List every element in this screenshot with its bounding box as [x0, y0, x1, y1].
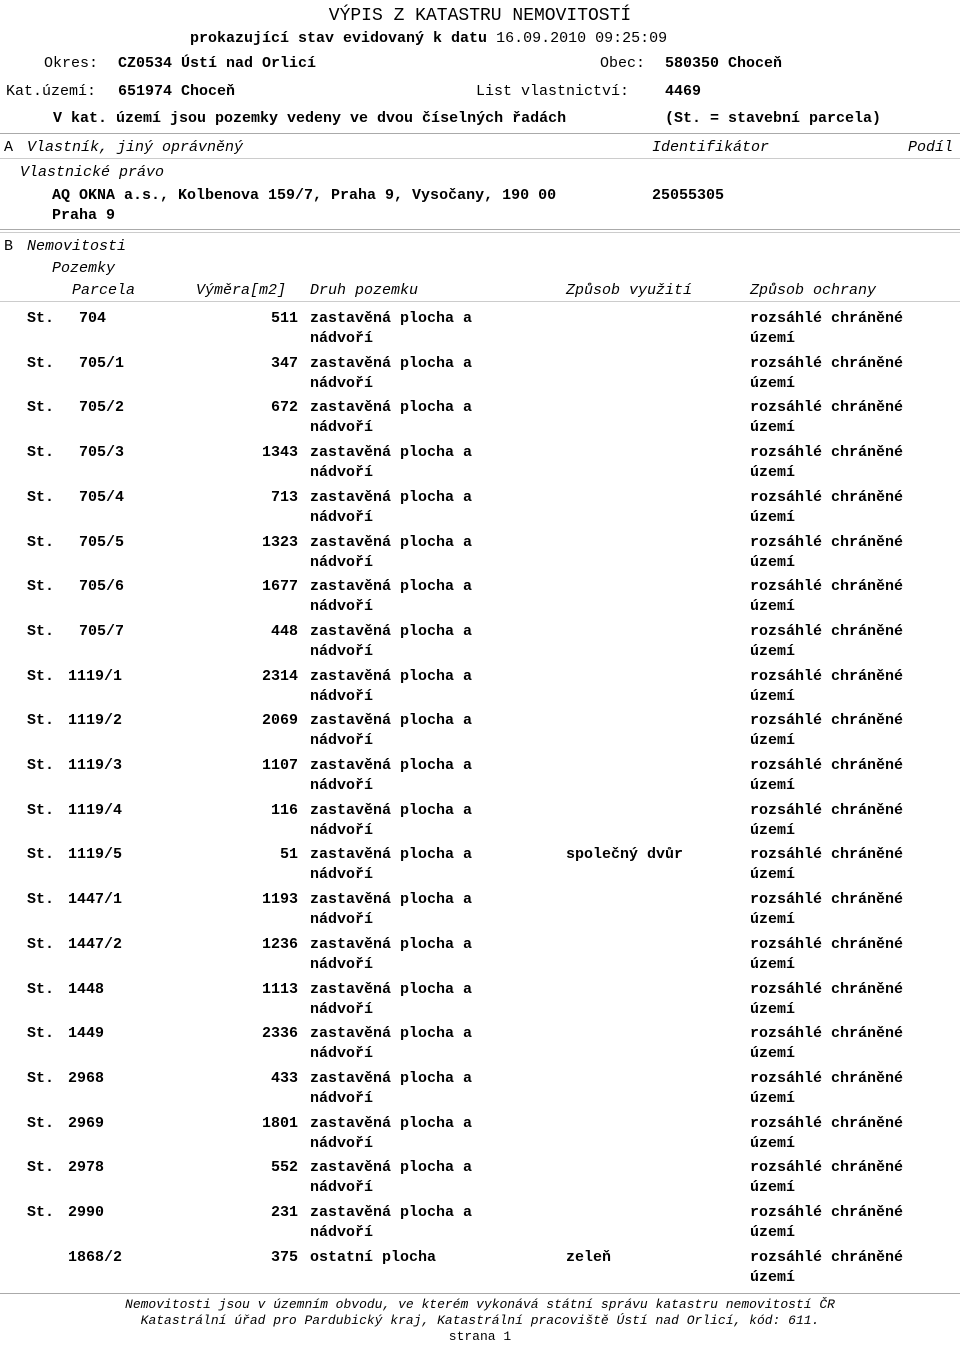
right-type: Vlastnické právo: [20, 164, 165, 181]
cell-vymera: 1343: [261, 444, 298, 462]
cell-druh2: nádvoří: [310, 1179, 374, 1197]
cell-prefix: St.: [27, 757, 55, 774]
lv-label: List vlastnictví:: [476, 83, 630, 100]
table-row: [0, 1070, 960, 1114]
section-b-label: B: [4, 238, 14, 255]
subtitle-date: 16.09.2010 09:25:09: [496, 30, 668, 47]
cell-ochrana2: území: [750, 330, 796, 347]
cell-vyuziti: zeleň: [566, 1248, 612, 1266]
cell-vymera: 1113: [261, 980, 298, 998]
footer-line1: Nemovitosti jsou v územním obvodu, ve kterém vykonává státní správu katastru nemovitostí ČR: [125, 1297, 835, 1312]
cell-parcela: 2990: [68, 1204, 105, 1221]
cell-ochrana1: rozsáhlé chráněné: [750, 488, 904, 506]
cell-prefix: St.: [27, 310, 55, 327]
cell-druh2: nádvoří: [310, 419, 374, 437]
cell-vymera: 552: [270, 1159, 298, 1177]
cell-ochrana2: území: [750, 464, 796, 482]
cell-ochrana1: rozsáhlé chráněné: [750, 354, 904, 372]
cell-ochrana1: rozsáhlé chráněné: [750, 712, 904, 730]
cell-druh1: zastavěná plocha a: [310, 622, 473, 640]
cell-vymera: 375: [270, 1248, 298, 1266]
cell-ochrana1: rozsáhlé chráněné: [750, 846, 904, 864]
divider: [0, 133, 960, 134]
cell-parcela: 1119/1: [68, 667, 123, 685]
cell-druh1: zastavěná plocha a: [310, 891, 473, 909]
cell-druh2: nádvoří: [310, 374, 374, 392]
cell-ochrana2: území: [750, 866, 796, 884]
cell-prefix: St.: [27, 1025, 55, 1043]
owner-id: 25055305: [652, 187, 725, 204]
cell-ochrana2: území: [750, 553, 796, 571]
series-note: V kat. území jsou pozemky vedeny ve dvou číselných řadách: [53, 110, 567, 127]
cell-vymera: 1236: [261, 935, 298, 953]
divider: [0, 1293, 960, 1294]
cell-vymera: 1323: [261, 533, 298, 551]
cell-parcela: 2978: [68, 1159, 105, 1177]
cell-ochrana1: rozsáhlé chráněné: [750, 1069, 904, 1087]
cell-druh1: zastavěná plocha a: [310, 533, 473, 551]
cell-vymera: 448: [270, 622, 298, 640]
column-ochrana: Způsob ochrany: [750, 282, 877, 299]
cell-druh1: zastavěná plocha a: [310, 935, 473, 953]
table-row: [0, 310, 960, 354]
section-a-title: Vlastník, jiný oprávněný: [27, 139, 244, 156]
table-row: [0, 623, 960, 667]
section-b-title: Nemovitosti: [27, 238, 127, 255]
table-row: [0, 1249, 960, 1293]
cell-druh2: nádvoří: [310, 911, 374, 929]
cell-ochrana2: území: [750, 1045, 796, 1063]
table-row: [0, 1204, 960, 1248]
cell-ochrana1: rozsáhlé chráněné: [750, 1114, 904, 1132]
column-vymera: Výměra[m2]: [196, 282, 287, 299]
table-row: [0, 936, 960, 980]
cell-ochrana2: území: [750, 955, 796, 973]
cell-ochrana1: rozsáhlé chráněné: [750, 1025, 904, 1043]
cell-parcela: 1447/2: [68, 935, 123, 953]
cell-prefix: St.: [27, 801, 55, 819]
cell-parcela: 705/1: [79, 354, 125, 372]
cell-ochrana1: rozsáhlé chráněné: [750, 891, 904, 909]
cell-parcela: 1119/3: [68, 757, 123, 774]
cell-ochrana1: rozsáhlé chráněné: [750, 935, 904, 953]
cell-ochrana1: rozsáhlé chráněné: [750, 533, 904, 551]
cell-druh2: nádvoří: [310, 777, 374, 794]
cell-druh1: zastavěná plocha a: [310, 1114, 473, 1132]
katuzemi-value: 651974 Choceň: [118, 83, 236, 100]
cell-vymera: 51: [279, 846, 298, 864]
divider: [0, 158, 960, 159]
cell-ochrana1: rozsáhlé chráněné: [750, 444, 904, 462]
cell-druh1: zastavěná plocha a: [310, 578, 473, 596]
cell-prefix: St.: [27, 578, 55, 596]
cell-druh1: ostatní plocha: [310, 1248, 437, 1266]
section-a-label: A: [4, 139, 14, 156]
table-row: [0, 578, 960, 622]
cell-druh2: nádvoří: [310, 866, 374, 884]
cell-vymera: 116: [270, 801, 298, 819]
cell-prefix: St.: [27, 667, 55, 685]
owner-line2: Praha 9: [52, 207, 116, 224]
cell-ochrana2: území: [750, 687, 796, 705]
divider: [0, 229, 960, 230]
cell-vymera: 231: [270, 1204, 298, 1221]
cell-ochrana2: území: [750, 1089, 796, 1107]
series-note-right: (St. = stavební parcela): [665, 110, 882, 127]
table-row: [0, 712, 960, 756]
cell-ochrana2: území: [750, 598, 796, 616]
cell-ochrana1: rozsáhlé chráněné: [750, 801, 904, 819]
column-parcela: Parcela: [72, 282, 136, 299]
table-row: [0, 757, 960, 801]
cell-parcela: 2968: [68, 1069, 105, 1087]
cell-druh2: nádvoří: [310, 732, 374, 750]
cell-druh1: zastavěná plocha a: [310, 1025, 473, 1043]
cell-prefix: St.: [27, 399, 55, 417]
cell-ochrana2: území: [750, 1224, 796, 1241]
cell-prefix: St.: [27, 935, 55, 953]
cell-druh2: nádvoří: [310, 642, 374, 660]
cell-parcela: 705/3: [79, 444, 125, 462]
cell-vymera: 1107: [261, 757, 298, 774]
cell-prefix: St.: [27, 1114, 55, 1132]
cell-druh1: zastavěná plocha a: [310, 444, 473, 462]
table-row: [0, 802, 960, 846]
owner-line1: AQ OKNA a.s., Kolbenova 159/7, Praha 9, Vysočany, 190 00: [52, 187, 557, 204]
cell-parcela: 705/7: [79, 622, 125, 640]
cell-parcela: 1119/4: [68, 801, 123, 819]
cell-vymera: 1677: [261, 578, 298, 596]
page-number: strana 1: [448, 1329, 512, 1344]
cell-ochrana1: rozsáhlé chráněné: [750, 1159, 904, 1177]
cell-druh2: nádvoří: [310, 508, 374, 526]
cell-druh2: nádvoří: [310, 598, 374, 616]
table-row: [0, 444, 960, 488]
cell-prefix: St.: [27, 1069, 55, 1087]
cell-ochrana2: území: [750, 1134, 796, 1152]
cell-ochrana2: území: [750, 1268, 796, 1286]
cell-vymera: 2069: [261, 712, 298, 730]
cell-ochrana1: rozsáhlé chráněné: [750, 980, 904, 998]
cell-parcela: 704: [79, 310, 107, 327]
cell-druh1: zastavěná plocha a: [310, 1204, 473, 1221]
cell-ochrana1: rozsáhlé chráněné: [750, 399, 904, 417]
cell-ochrana1: rozsáhlé chráněné: [750, 667, 904, 685]
cell-druh2: nádvoří: [310, 1224, 374, 1241]
cell-vymera: 2314: [261, 667, 298, 685]
table-row: [0, 1115, 960, 1159]
cell-druh2: nádvoří: [310, 464, 374, 482]
column-vyuziti: Způsob využití: [566, 282, 693, 299]
cell-parcela: 2969: [68, 1114, 105, 1132]
cell-ochrana2: území: [750, 374, 796, 392]
cell-ochrana1: rozsáhlé chráněné: [750, 622, 904, 640]
table-row: [0, 668, 960, 712]
cell-vymera: 672: [270, 399, 298, 417]
cell-vymera: 713: [270, 488, 298, 506]
cell-druh2: nádvoří: [310, 1089, 374, 1107]
cell-ochrana2: území: [750, 1000, 796, 1018]
cell-ochrana2: území: [750, 508, 796, 526]
cell-parcela: 1119/5: [68, 846, 123, 864]
obec-label: Obec:: [600, 55, 646, 72]
cell-druh2: nádvoří: [310, 687, 374, 705]
subtitle-label: prokazující stav evidovaný k datu: [190, 30, 488, 47]
cell-druh2: nádvoří: [310, 1000, 374, 1018]
cell-prefix: St.: [27, 488, 55, 506]
cell-druh1: zastavěná plocha a: [310, 712, 473, 730]
cell-druh2: nádvoří: [310, 1045, 374, 1063]
cell-ochrana2: území: [750, 911, 796, 929]
cell-ochrana1: rozsáhlé chráněné: [750, 578, 904, 596]
obec-value: 580350 Choceň: [665, 55, 783, 72]
cell-druh1: zastavěná plocha a: [310, 354, 473, 372]
cell-prefix: St.: [27, 444, 55, 462]
cell-druh1: zastavěná plocha a: [310, 980, 473, 998]
cell-druh1: zastavěná plocha a: [310, 488, 473, 506]
cell-prefix: St.: [27, 846, 55, 864]
cell-druh1: zastavěná plocha a: [310, 1069, 473, 1087]
cell-druh2: nádvoří: [310, 955, 374, 973]
cell-prefix: St.: [27, 712, 55, 730]
cell-prefix: St.: [27, 980, 55, 998]
footer-line2: Katastrální úřad pro Pardubický kraj, Katastrální pracoviště Ústí nad Orlicí, kód: 611.: [140, 1313, 820, 1328]
cell-druh2: nádvoří: [310, 330, 374, 347]
cell-parcela: 1447/1: [68, 891, 123, 909]
katuzemi-label: Kat.území:: [6, 83, 97, 100]
divider: [0, 232, 960, 233]
lv-value: 4469: [665, 83, 702, 100]
cell-druh1: zastavěná plocha a: [310, 757, 473, 774]
cell-ochrana2: území: [750, 1179, 796, 1197]
cell-ochrana1: rozsáhlé chráněné: [750, 757, 904, 774]
cell-prefix: St.: [27, 354, 55, 372]
cell-parcela: 705/4: [79, 488, 125, 506]
cell-ochrana2: území: [750, 777, 796, 794]
table-row: [0, 399, 960, 443]
cell-parcela: 1868/2: [68, 1248, 123, 1266]
identifikator-header: Identifikátor: [652, 139, 770, 156]
cell-vymera: 433: [270, 1069, 298, 1087]
column-druh: Druh pozemku: [310, 282, 419, 299]
cell-parcela: 705/6: [79, 578, 125, 596]
cell-parcela: 1448: [68, 980, 105, 998]
cell-parcela: 705/2: [79, 399, 125, 417]
cell-prefix: St.: [27, 891, 55, 909]
cell-ochrana1: rozsáhlé chráněné: [750, 310, 904, 327]
cell-druh2: nádvoří: [310, 821, 374, 839]
okres-label: Okres:: [44, 55, 99, 72]
table-row: [0, 891, 960, 935]
table-row: [0, 846, 960, 890]
table-row: [0, 489, 960, 533]
table-row: [0, 981, 960, 1025]
cell-vymera: 347: [270, 354, 298, 372]
cell-vymera: 2336: [261, 1025, 298, 1043]
cell-vyuziti: společný dvůr: [566, 846, 684, 864]
cell-vymera: 1801: [261, 1114, 298, 1132]
cell-ochrana2: území: [750, 732, 796, 750]
cell-druh1: zastavěná plocha a: [310, 801, 473, 819]
cell-vymera: 1193: [261, 891, 298, 909]
cell-parcela: 1119/2: [68, 712, 123, 730]
document-title: VÝPIS Z KATASTRU NEMOVITOSTÍ: [328, 6, 632, 26]
cell-ochrana1: rozsáhlé chráněné: [750, 1204, 904, 1221]
cell-prefix: St.: [27, 1204, 55, 1221]
cell-parcela: 1449: [68, 1025, 105, 1043]
subtitle: [190, 30, 667, 48]
cell-druh1: zastavěná plocha a: [310, 846, 473, 864]
section-b-subtitle: Pozemky: [52, 260, 116, 277]
table-row: [0, 1025, 960, 1069]
cell-vymera: 511: [270, 310, 298, 327]
table-row: [0, 1159, 960, 1203]
okres-value: CZ0534 Ústí nad Orlicí: [118, 55, 317, 72]
cell-ochrana2: území: [750, 419, 796, 437]
cell-prefix: St.: [27, 622, 55, 640]
cell-ochrana2: území: [750, 821, 796, 839]
cell-ochrana1: rozsáhlé chráněné: [750, 1248, 904, 1266]
cell-ochrana2: území: [750, 642, 796, 660]
cell-druh2: nádvoří: [310, 1134, 374, 1152]
cell-druh1: zastavěná plocha a: [310, 667, 473, 685]
podil-header: Podíl: [908, 139, 954, 156]
cell-prefix: St.: [27, 533, 55, 551]
table-row: [0, 355, 960, 399]
cell-druh1: zastavěná plocha a: [310, 1159, 473, 1177]
table-row: [0, 534, 960, 578]
cell-druh2: nádvoří: [310, 553, 374, 571]
cell-parcela: 705/5: [79, 533, 125, 551]
cell-druh1: zastavěná plocha a: [310, 399, 473, 417]
cell-druh1: zastavěná plocha a: [310, 310, 473, 327]
cell-prefix: St.: [27, 1159, 55, 1177]
divider: [0, 301, 960, 302]
